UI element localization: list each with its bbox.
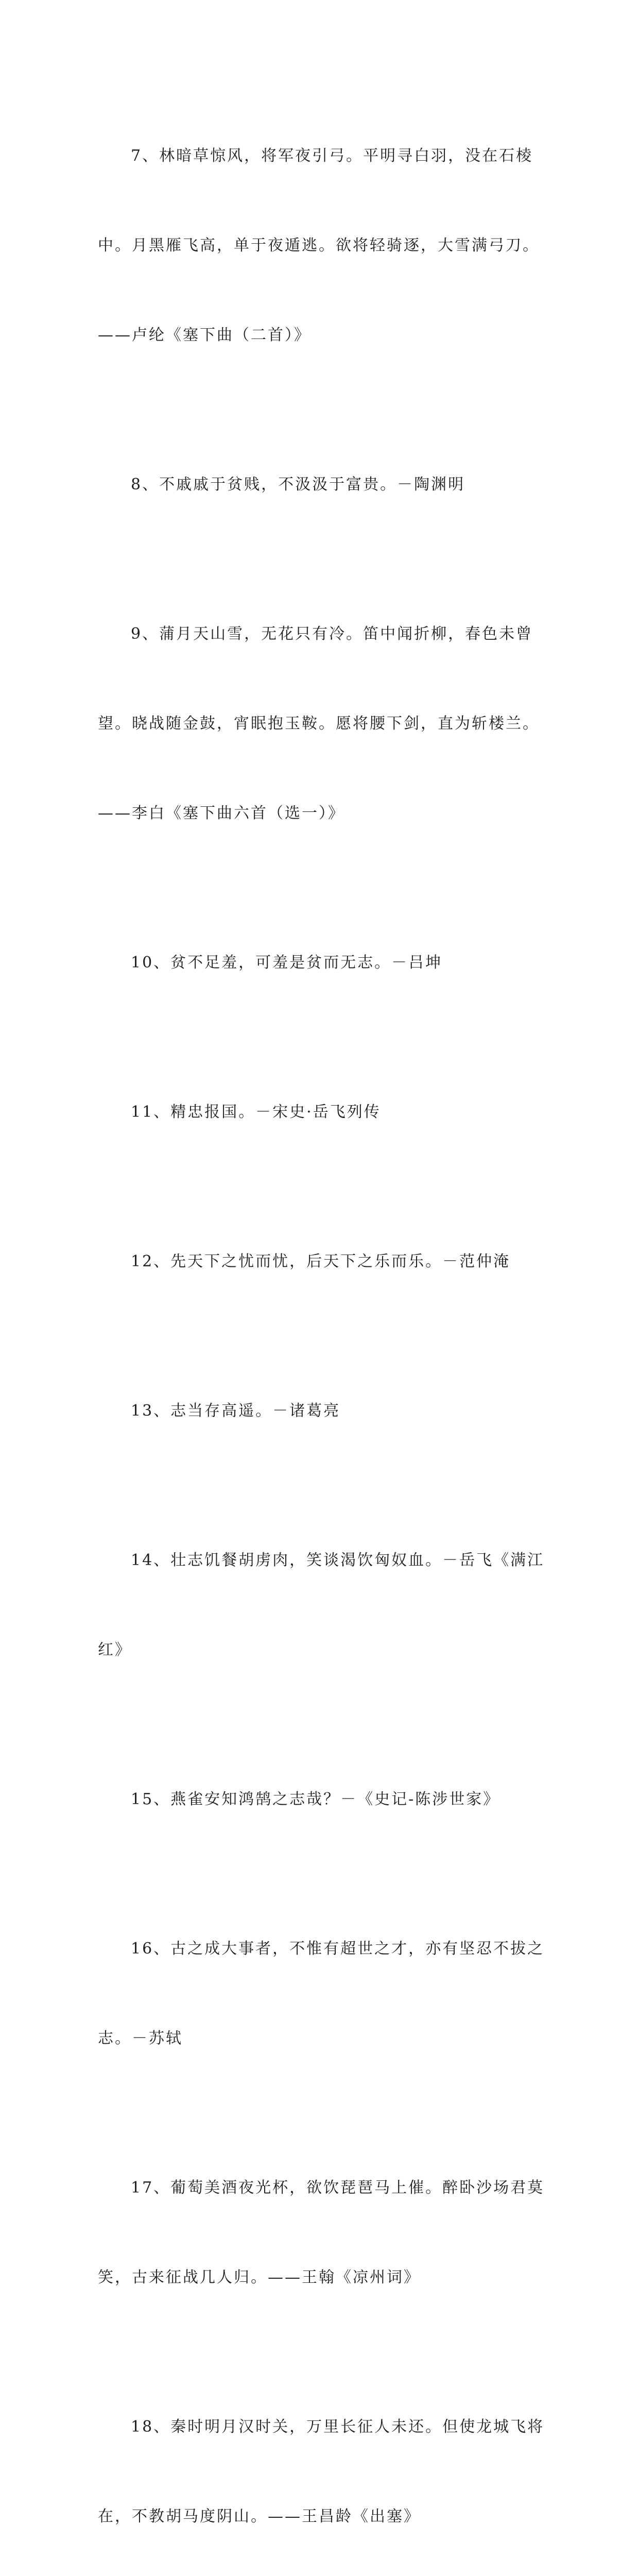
quote-line: 13、志当存高遥。－诸葛亮 [131,1402,341,1420]
quote-entry [98,1725,551,1874]
quote-line: 10、贫不足羞，可羞是贫而无志。－吕坤 [131,954,443,972]
quote-line: 笑，古来征战几人归。——王翰《凉州词》 [98,2268,421,2286]
quote-line: 8、不戚戚于贫贱，不汲汲于富贵。－陶渊明 [131,476,465,494]
quote-line: 12、先天下之忧而忧，后天下之乐而乐。－范仲淹 [131,1252,511,1270]
quote-entry [98,81,551,410]
quote-entry [98,1336,551,1486]
quote-entry [98,888,551,1038]
quote-line: 志。－苏轼 [98,2029,183,2047]
quote-line: 7、林暗草惊风，将军夜引弓。平明寻白羽，没在石棱 [131,147,533,165]
quote-line: 15、燕雀安知鸿鹄之志哉？－《史记-陈涉世家》 [131,1790,500,1808]
quote-entry [98,1187,551,1336]
quote-line: 17、葡萄美酒夜光杯，欲饮琵琶马上催。醉卧沙场君莫 [131,2179,545,2197]
quote-line: 11、精忠报国。－宋史·岳飞列传 [131,1103,381,1121]
quote-entry [98,2352,551,2576]
quote-line: 9、蒲月天山雪，无花只有冷。笛中闻折柳，春色未曾 [131,625,533,643]
quote-line: 中。月黑雁飞高，单于夜遁逃。欲将轻骑逐，大雪满弓刀。 [98,236,540,255]
quote-entry [98,410,551,560]
quote-entry [98,2113,551,2352]
quote-list [98,81,551,2576]
quote-entry [98,1486,551,1725]
quote-line: 望。晓战随金鼓，宵眠抱玉鞍。愿将腰下剑，直为斩楼兰。 [98,715,540,733]
quote-line: 在，不教胡马度阴山。——王昌龄《出塞》 [98,2507,421,2526]
quote-line: ——李白《塞下曲六首（选一）》 [98,804,345,822]
quote-entry [98,560,551,888]
quote-line: 14、壮志饥餐胡虏肉，笑谈渴饮匈奴血。－岳飞《满江 [131,1551,545,1569]
quote-line: 16、古之成大事者，不惟有超世之才，亦有坚忍不拔之 [131,1940,545,1958]
quote-line: 红》 [98,1641,132,1659]
quote-entry [98,1038,551,1187]
quote-line: 18、秦时明月汉时关，万里长征人未还。但使龙城飞将 [131,2418,545,2436]
quote-line: ——卢纶《塞下曲（二首）》 [98,326,311,344]
quote-entry [98,1874,551,2113]
